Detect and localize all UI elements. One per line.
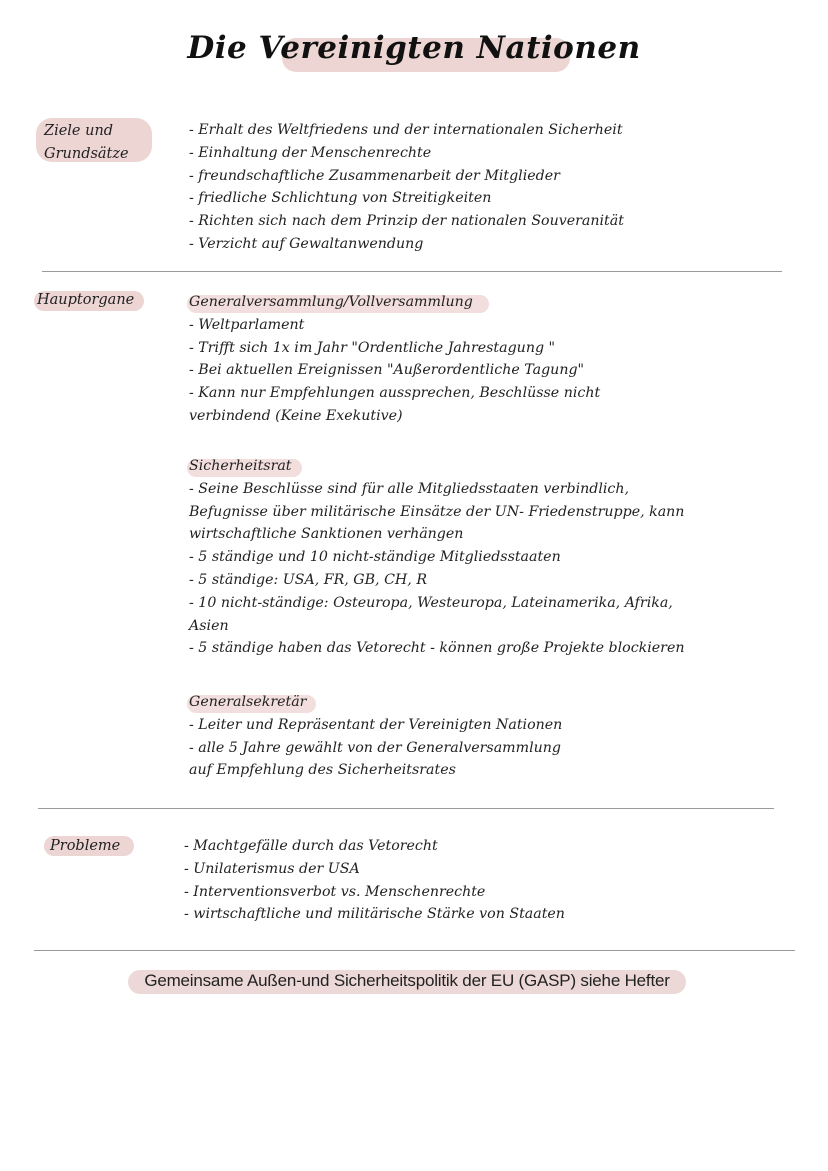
list-item: - Bei aktuellen Ereignissen "Außerordentliche Tagung"	[189, 362, 585, 379]
list-item: verbindend (Keine Exekutive)	[189, 407, 403, 424]
footer-note: Gemeinsame Außen-und Sicherheitspolitik der EU (GASP) siehe Hefter	[144, 971, 670, 990]
hauptorgane-label: Hauptorgane	[37, 292, 135, 308]
list-item: auf Empfehlung des Sicherheitsrates	[189, 762, 456, 779]
ziele-list	[189, 119, 624, 256]
list-item: - Interventionsverbot vs. Menschenrechte	[184, 883, 486, 900]
generalversammlung-block	[189, 291, 600, 428]
list-item: - alle 5 Jahre gewählt von der Generalversammlung	[189, 739, 561, 756]
sicherheitsrat-heading: Sicherheitsrat	[187, 455, 302, 478]
list-item: - Leiter und Repräsentant der Vereinigten Nationen	[189, 716, 563, 733]
list-item: Asien	[189, 617, 229, 634]
ziele-label-line2: Grundsätze	[44, 146, 129, 162]
generalversammlung-heading: Generalversammlung/Vollversammlung	[187, 291, 489, 314]
page-title: Die Vereinigten Nationen	[187, 30, 641, 66]
sicherheitsrat-block	[189, 455, 685, 660]
probleme-list	[184, 835, 565, 926]
list-item: wirtschaftliche Sanktionen verhängen	[189, 526, 464, 543]
list-item: - Richten sich nach dem Prinzip der nationalen Souveranität	[189, 213, 624, 230]
generalsekretaer-block	[189, 691, 562, 782]
list-item: - Einhaltung der Menschenrechte	[189, 144, 432, 161]
list-item: - Kann nur Empfehlungen aussprechen, Beschlüsse nicht	[189, 385, 601, 402]
divider	[38, 808, 774, 809]
generalsekretaer-heading: Generalsekretär	[187, 691, 316, 714]
probleme-label: Probleme	[50, 838, 121, 854]
list-item: - 5 ständige und 10 nicht-ständige Mitgliedsstaaten	[189, 549, 561, 566]
ziele-label	[44, 120, 129, 166]
list-item: Befugnisse über militärische Einsätze der UN- Friedenstruppe, kann	[189, 503, 685, 520]
list-item: - Machtgefälle durch das Vetorecht	[184, 838, 438, 854]
list-item: - Seine Beschlüsse sind für alle Mitgliedsstaaten verbindlich,	[189, 480, 630, 497]
list-item: - friedliche Schlichtung von Streitigkeiten	[189, 190, 492, 207]
divider	[34, 950, 795, 951]
list-item: - 10 nicht-ständige: Osteuropa, Westeuropa, Lateinamerika, Afrika,	[189, 594, 673, 611]
list-item: - Erhalt des Weltfriedens und der internationalen Sicherheit	[189, 122, 623, 138]
list-item: - 5 ständige: USA, FR, GB, CH, R	[189, 571, 428, 588]
ziele-label-line1: Ziele und	[44, 123, 114, 139]
divider	[42, 271, 782, 272]
list-item: - Weltparlament	[189, 316, 305, 333]
list-item: - Unilaterismus der USA	[184, 860, 360, 877]
list-item: - freundschaftliche Zusammenarbeit der Mitglieder	[189, 167, 560, 184]
list-item: - wirtschaftliche und militärische Stärke von Staaten	[184, 906, 565, 923]
list-item: - Verzicht auf Gewaltanwendung	[189, 235, 424, 252]
list-item: - 5 ständige haben das Vetorecht - können große Projekte blockieren	[189, 640, 685, 657]
list-item: - Trifft sich 1x im Jahr "Ordentliche Jahrestagung "	[189, 339, 556, 356]
